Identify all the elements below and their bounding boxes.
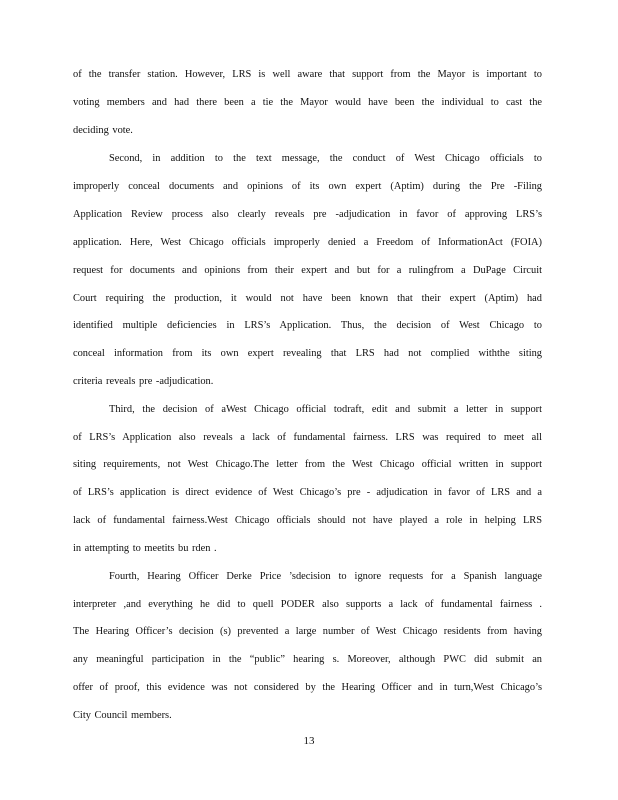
text-line: interpreter ,and everything he did to quell PODER also supports a lack of fundamental fairness . — [73, 599, 542, 610]
text-line: of the transfer station. However, LRS is well aware that support from the Mayor is important to — [73, 69, 542, 80]
text-line: of LRS’s Application also reveals a lack of fundamental fairness. LRS was required to meet all — [73, 432, 542, 443]
text-line: criteria reveals pre -adjudication. — [73, 376, 214, 387]
paragraph-first-line: Second, in addition to the text message, the conduct of West Chicago officials to — [109, 153, 542, 164]
text-line: City Council members. — [73, 710, 172, 721]
paragraph-first-line: Fourth, Hearing Officer Derke Price ’sdecision to ignore requests for a Spanish language — [109, 571, 542, 582]
text-line: request for documents and opinions from their expert and but for a rulingfrom a DuPage Circuit — [73, 265, 542, 276]
text-line: in attempting to meetits bu rden . — [73, 543, 217, 554]
text-line: offer of proof, this evidence was not considered by the Hearing Officer and in turn,West Chicago’s — [73, 682, 542, 693]
text-line: any meaningful participation in the “public” hearing s. Moreover, although PWC did submit an — [73, 654, 542, 665]
text-line: lack of fundamental fairness.West Chicago officials should not have played a role in helping LRS — [73, 515, 542, 526]
text-line: voting members and had there been a tie the Mayor would have been the individual to cast the — [73, 97, 542, 108]
text-line: conceal information from its own expert revealing that LRS had not complied withthe siting — [73, 348, 542, 359]
text-line: of LRS’s application is direct evidence of West Chicago’s pre - adjudication in favor of LRS and a — [73, 487, 542, 498]
text-line: identified multiple deficiencies in LRS’s Application. Thus, the decision of West Chicago to — [73, 320, 542, 331]
paragraph-first-line: Third, the decision of aWest Chicago official todraft, edit and submit a letter in support — [109, 404, 542, 415]
text-line: improperly conceal documents and opinions of its own expert (Aptim) during the Pre -Filing — [73, 181, 542, 192]
text-line: application. Here, West Chicago officials improperly denied a Freedom of InformationAct (FOIA) — [73, 237, 542, 248]
text-line: siting requirements, not West Chicago.The letter from the West Chicago official written in support — [73, 459, 542, 470]
text-line: The Hearing Officer’s decision (s) prevented a large number of West Chicago residents from having — [73, 626, 542, 637]
text-line: Application Review process also clearly reveals pre -adjudication in favor of approving LRS’s — [73, 209, 542, 220]
text-line: Court requiring the production, it would not have been known that their expert (Aptim) had — [73, 293, 542, 304]
page-number: 13 — [303, 735, 315, 747]
text-line: deciding vote. — [73, 125, 133, 136]
